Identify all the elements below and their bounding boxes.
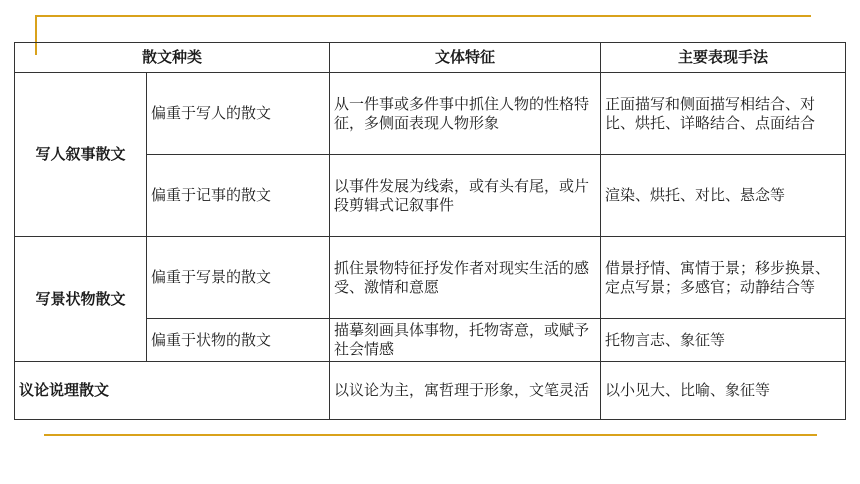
techniques-cell: 借景抒情、寓情于景；移步换景、定点写景；多感官；动静结合等 bbox=[601, 237, 846, 319]
features-cell: 以议论为主，寓哲理于形象，文笔灵活 bbox=[330, 362, 601, 420]
essay-types-table bbox=[14, 42, 846, 420]
header-techniques: 主要表现手法 bbox=[601, 43, 846, 73]
header-row bbox=[15, 43, 846, 73]
features-cell: 描摹刻画具体事物，托物寄意，或赋予社会情感 bbox=[330, 319, 601, 362]
table-row bbox=[15, 73, 846, 155]
features-cell: 抓住景物特征抒发作者对现实生活的感受、激情和意愿 bbox=[330, 237, 601, 319]
techniques-cell: 以小见大、比喻、象征等 bbox=[601, 362, 846, 420]
table-row bbox=[15, 237, 846, 319]
techniques-cell: 渲染、烘托、对比、悬念等 bbox=[601, 155, 846, 237]
decorative-bottom-line bbox=[44, 434, 817, 436]
subtype-cell: 偏重于写人的散文 bbox=[147, 73, 330, 155]
category-cell: 写景状物散文 bbox=[15, 237, 147, 362]
techniques-cell: 正面描写和侧面描写相结合、对比、烘托、详略结合、点面结合 bbox=[601, 73, 846, 155]
subtype-cell: 偏重于写景的散文 bbox=[147, 237, 330, 319]
features-cell: 以事件发展为线索，或有头有尾，或片段剪辑式记叙事件 bbox=[330, 155, 601, 237]
header-essay-type: 散文种类 bbox=[15, 43, 330, 73]
subtype-cell: 偏重于状物的散文 bbox=[147, 319, 330, 362]
category-cell: 写人叙事散文 bbox=[15, 73, 147, 237]
table-row bbox=[15, 362, 846, 420]
features-cell: 从一件事或多件事中抓住人物的性格特征，多侧面表现人物形象 bbox=[330, 73, 601, 155]
decorative-top-line bbox=[35, 15, 811, 17]
subtype-cell: 偏重于记事的散文 bbox=[147, 155, 330, 237]
header-features: 文体特征 bbox=[330, 43, 601, 73]
techniques-cell: 托物言志、象征等 bbox=[601, 319, 846, 362]
category-cell: 议论说理散文 bbox=[15, 362, 330, 420]
